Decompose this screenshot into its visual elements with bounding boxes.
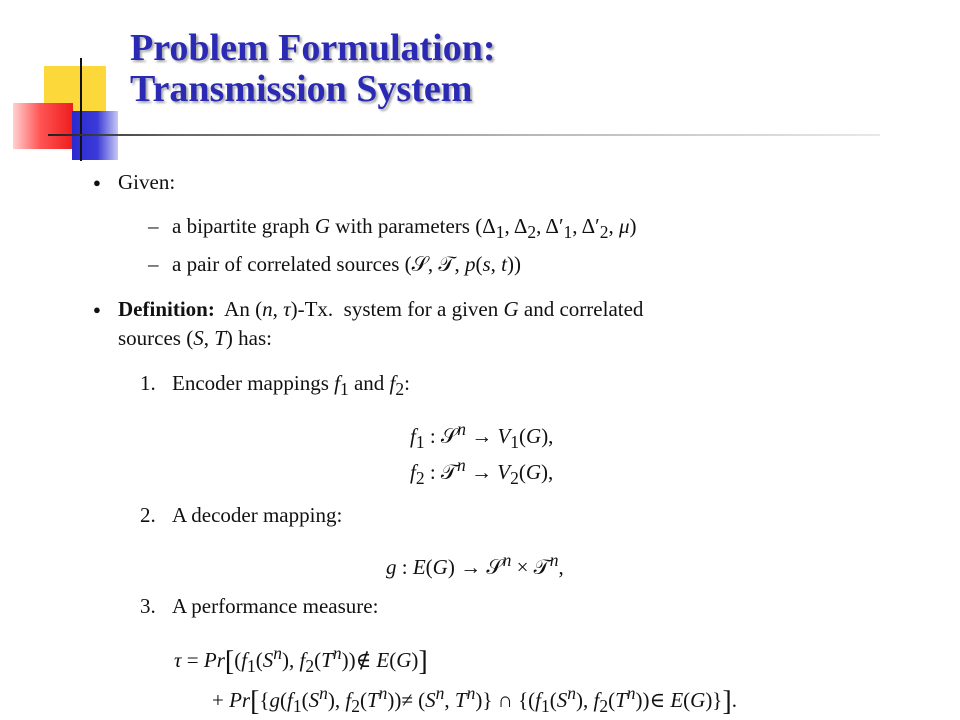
decorative-vertical-line (80, 58, 82, 161)
definition-label: Definition: (118, 297, 215, 321)
given-bullet: ● (93, 175, 101, 190)
equation-f2: $f_2$ : 𝒯$^n$ → $V_2(G)$, (410, 455, 554, 489)
step-2-text: A decoder mapping: (172, 503, 343, 527)
decorative-red-square (13, 103, 73, 149)
given-item-1-marker: – (148, 214, 159, 238)
definition-bullet: ● (93, 302, 101, 317)
definition-line-1: Definition: An (n, τ)-Tx. system for a given G and correlated (118, 297, 644, 321)
step-3-number: 3. (140, 594, 156, 618)
slide-title (130, 28, 496, 110)
equation-f1: $f_1$ : 𝒮$^n$ → $V_1(G)$, (410, 419, 554, 453)
definition-line-2: sources (S, T) has: (118, 326, 272, 350)
step-3-text: A performance measure: (172, 594, 379, 618)
title-underline (48, 134, 880, 136)
slide-title-line-2: Transmission System (130, 68, 473, 110)
step-2-number: 2. (140, 503, 156, 527)
given-item-2-marker: – (148, 252, 159, 276)
equation-tau-line-1: $\tau = Pr[(f_1(S^n)$, $f_2(T^n))\notin$ E(G)] (174, 643, 428, 677)
slide-title-line-1: Problem Formulation: (130, 27, 496, 69)
equation-g: g : E(G) → 𝒮$^n$ × 𝒯$^n$, (386, 550, 564, 579)
given-label: Given: (118, 170, 176, 194)
given-item-1: a bipartite graph G with parameters ($\Delta_1$, $\Delta_2$, $\Delta'_1$, $\Delta'_2$, μ) (172, 214, 637, 243)
given-item-2: a pair of correlated sources (𝒮, 𝒯, p(s, t)) (172, 252, 521, 276)
step-1-number: 1. (140, 371, 156, 395)
step-1-text: Encoder mappings $f_1$ and $f_2$: (172, 371, 410, 400)
equation-tau-line-2: + $Pr[\{g(f_1(S^n)$, $f_2(T^n))\ne (S^n$, $T^n$)} ∩ {($f_1(S^n)$, $f_2(T^n))\in$ E(G)}]. (212, 683, 737, 717)
